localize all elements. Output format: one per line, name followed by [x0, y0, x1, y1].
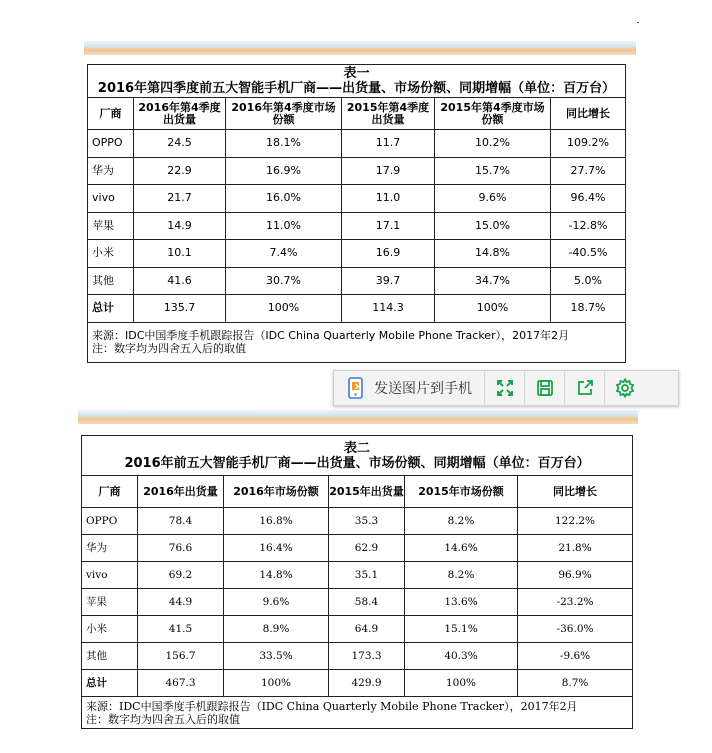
phone-send-icon [346, 377, 366, 399]
table-body [88, 130, 626, 323]
value-cell: 18.7% [551, 295, 626, 323]
value-cell: 100% [226, 295, 342, 323]
source-note: 来源：IDC中国季度手机跟踪报告（IDC China Quarterly Mobile Phone Tracker），2017年2月 [92, 329, 570, 342]
value-cell: 5.0% [551, 267, 626, 295]
table-full-2016 [81, 435, 633, 729]
table-row [88, 212, 626, 240]
page-mark [637, 22, 639, 23]
value-cell: 78.4 [138, 508, 224, 535]
table-body [82, 508, 633, 697]
send-to-phone-label: 发送图片到手机 [374, 381, 472, 397]
value-cell: 135.7 [134, 295, 226, 323]
value-cell: 18.1% [226, 130, 342, 158]
header-text: 2016年第4季度市场 份额 [231, 100, 336, 126]
value-cell: 40.3% [405, 643, 518, 670]
value-cell: 114.3 [342, 295, 435, 323]
value-cell: 69.2 [138, 562, 224, 589]
value-cell: 30.7% [226, 267, 342, 295]
header-cell: 2016年市场份额 [224, 476, 329, 508]
header-cell: 同比增长 [551, 98, 626, 130]
image-toolbar [333, 370, 679, 406]
value-cell: 14.9 [134, 212, 226, 240]
total-row [88, 295, 626, 323]
value-cell: 173.3 [329, 643, 405, 670]
table-row [82, 535, 633, 562]
table-row [88, 185, 626, 213]
table-q4-2016 [87, 64, 626, 363]
value-cell: 17.9 [342, 157, 435, 185]
header-cell [226, 98, 342, 130]
table-row [82, 643, 633, 670]
vendor-cell: 华为 [82, 535, 138, 562]
value-cell: 100% [224, 670, 329, 697]
vendor-cell: 小米 [82, 616, 138, 643]
vendor-cell: 苹果 [82, 589, 138, 616]
value-cell: 41.5 [138, 616, 224, 643]
value-cell: 33.5% [224, 643, 329, 670]
header-band [84, 41, 636, 55]
value-cell: 64.9 [329, 616, 405, 643]
header-cell [435, 98, 551, 130]
value-cell: 16.4% [224, 535, 329, 562]
table-row [82, 508, 633, 535]
table-row [88, 157, 626, 185]
value-cell: 35.1 [329, 562, 405, 589]
vendor-cell: 总计 [82, 670, 138, 697]
value-cell: 17.1 [342, 212, 435, 240]
value-cell: 27.7% [551, 157, 626, 185]
table-row [88, 240, 626, 268]
value-cell: -12.8% [551, 212, 626, 240]
share-icon [576, 379, 594, 397]
rounding-note: 注：数字均为四舍五入后的取值 [92, 342, 246, 355]
value-cell: 16.0% [226, 185, 342, 213]
value-cell: 35.3 [329, 508, 405, 535]
value-cell: 62.9 [329, 535, 405, 562]
vendor-cell: 小米 [88, 240, 134, 268]
vendor-cell: 华为 [88, 157, 134, 185]
value-cell: 11.0 [342, 185, 435, 213]
value-cell: 7.4% [226, 240, 342, 268]
value-cell: 24.5 [134, 130, 226, 158]
value-cell: 10.1 [134, 240, 226, 268]
value-cell: 8.9% [224, 616, 329, 643]
vendor-cell: 总计 [88, 295, 134, 323]
header-cell: 2015年市场份额 [405, 476, 518, 508]
header-cell: 厂商 [82, 476, 138, 508]
value-cell: 100% [435, 295, 551, 323]
table-title: 表二 [344, 440, 371, 456]
vendor-cell: 其他 [88, 267, 134, 295]
save-image-button[interactable] [524, 371, 564, 405]
table-row [82, 616, 633, 643]
value-cell: 16.9 [342, 240, 435, 268]
table-row [88, 130, 626, 158]
value-cell: 100% [405, 670, 518, 697]
table-row [82, 562, 633, 589]
value-cell: 16.9% [226, 157, 342, 185]
value-cell: -40.5% [551, 240, 626, 268]
header-cell: 厂商 [88, 98, 134, 130]
value-cell: 34.7% [435, 267, 551, 295]
vendor-cell: OPPO [82, 508, 138, 535]
table-subtitle: 2016年第四季度前五大智能手机厂商——出货量、市场份额、同期增幅（单位：百万台） [97, 81, 616, 96]
source-note: 来源：IDC中国季度手机跟踪报告（IDC China Quarterly Mobile Phone Tracker），2017年2月 [86, 699, 578, 713]
expand-icon [496, 379, 514, 397]
table-footer [82, 697, 633, 729]
share-button[interactable] [564, 371, 604, 405]
value-cell: 11.0% [226, 212, 342, 240]
value-cell: 21.8% [518, 535, 633, 562]
settings-button[interactable] [604, 371, 644, 405]
value-cell: 11.7 [342, 130, 435, 158]
value-cell: 41.6 [134, 267, 226, 295]
value-cell: 96.9% [518, 562, 633, 589]
save-icon [536, 379, 554, 397]
table-row [88, 267, 626, 295]
vendor-cell: OPPO [88, 130, 134, 158]
value-cell: 76.6 [138, 535, 224, 562]
header-text: 2016年第4季度 出货量 [138, 100, 221, 126]
value-cell: 39.7 [342, 267, 435, 295]
value-cell: 14.8% [435, 240, 551, 268]
table-caption [88, 65, 626, 98]
value-cell: -23.2% [518, 589, 633, 616]
value-cell: 15.0% [435, 212, 551, 240]
header-text: 2015年第4季度市场 份额 [440, 100, 545, 126]
value-cell: -9.6% [518, 643, 633, 670]
value-cell: 109.2% [551, 130, 626, 158]
value-cell: 16.8% [224, 508, 329, 535]
table-title: 表一 [343, 66, 370, 81]
value-cell: 15.7% [435, 157, 551, 185]
header-cell: 同比增长 [518, 476, 633, 508]
value-cell: 156.7 [138, 643, 224, 670]
vendor-cell: vivo [88, 185, 134, 213]
value-cell: 8.2% [405, 562, 518, 589]
value-cell: 15.1% [405, 616, 518, 643]
gear-icon [615, 378, 635, 398]
header-cell [134, 98, 226, 130]
table-caption [82, 436, 633, 476]
value-cell: 14.6% [405, 535, 518, 562]
value-cell: 8.2% [405, 508, 518, 535]
value-cell: -36.0% [518, 616, 633, 643]
send-to-phone-button[interactable] [334, 371, 484, 405]
value-cell: 96.4% [551, 185, 626, 213]
vendor-cell: 苹果 [88, 212, 134, 240]
header-cell: 2015年出货量 [329, 476, 405, 508]
table-row [82, 589, 633, 616]
header-band [78, 410, 638, 424]
value-cell: 22.9 [134, 157, 226, 185]
table-footer [88, 322, 626, 362]
value-cell: 9.6% [435, 185, 551, 213]
vendor-cell: 其他 [82, 643, 138, 670]
value-cell: 429.9 [329, 670, 405, 697]
rounding-note: 注：数字均为四舍五入后的取值 [86, 712, 240, 726]
header-text: 2015年第4季度 出货量 [346, 100, 430, 126]
table-subtitle: 2016年前五大智能手机厂商——出货量、市场份额、同期增幅（单位：百万台） [124, 455, 590, 471]
value-cell: 8.7% [518, 670, 633, 697]
total-row [82, 670, 633, 697]
vendor-cell: vivo [82, 562, 138, 589]
fullscreen-button[interactable] [484, 371, 524, 405]
value-cell: 13.6% [405, 589, 518, 616]
header-cell [342, 98, 435, 130]
value-cell: 44.9 [138, 589, 224, 616]
value-cell: 9.6% [224, 589, 329, 616]
value-cell: 21.7 [134, 185, 226, 213]
value-cell: 14.8% [224, 562, 329, 589]
value-cell: 10.2% [435, 130, 551, 158]
value-cell: 467.3 [138, 670, 224, 697]
value-cell: 58.4 [329, 589, 405, 616]
value-cell: 122.2% [518, 508, 633, 535]
header-cell: 2016年出货量 [138, 476, 224, 508]
